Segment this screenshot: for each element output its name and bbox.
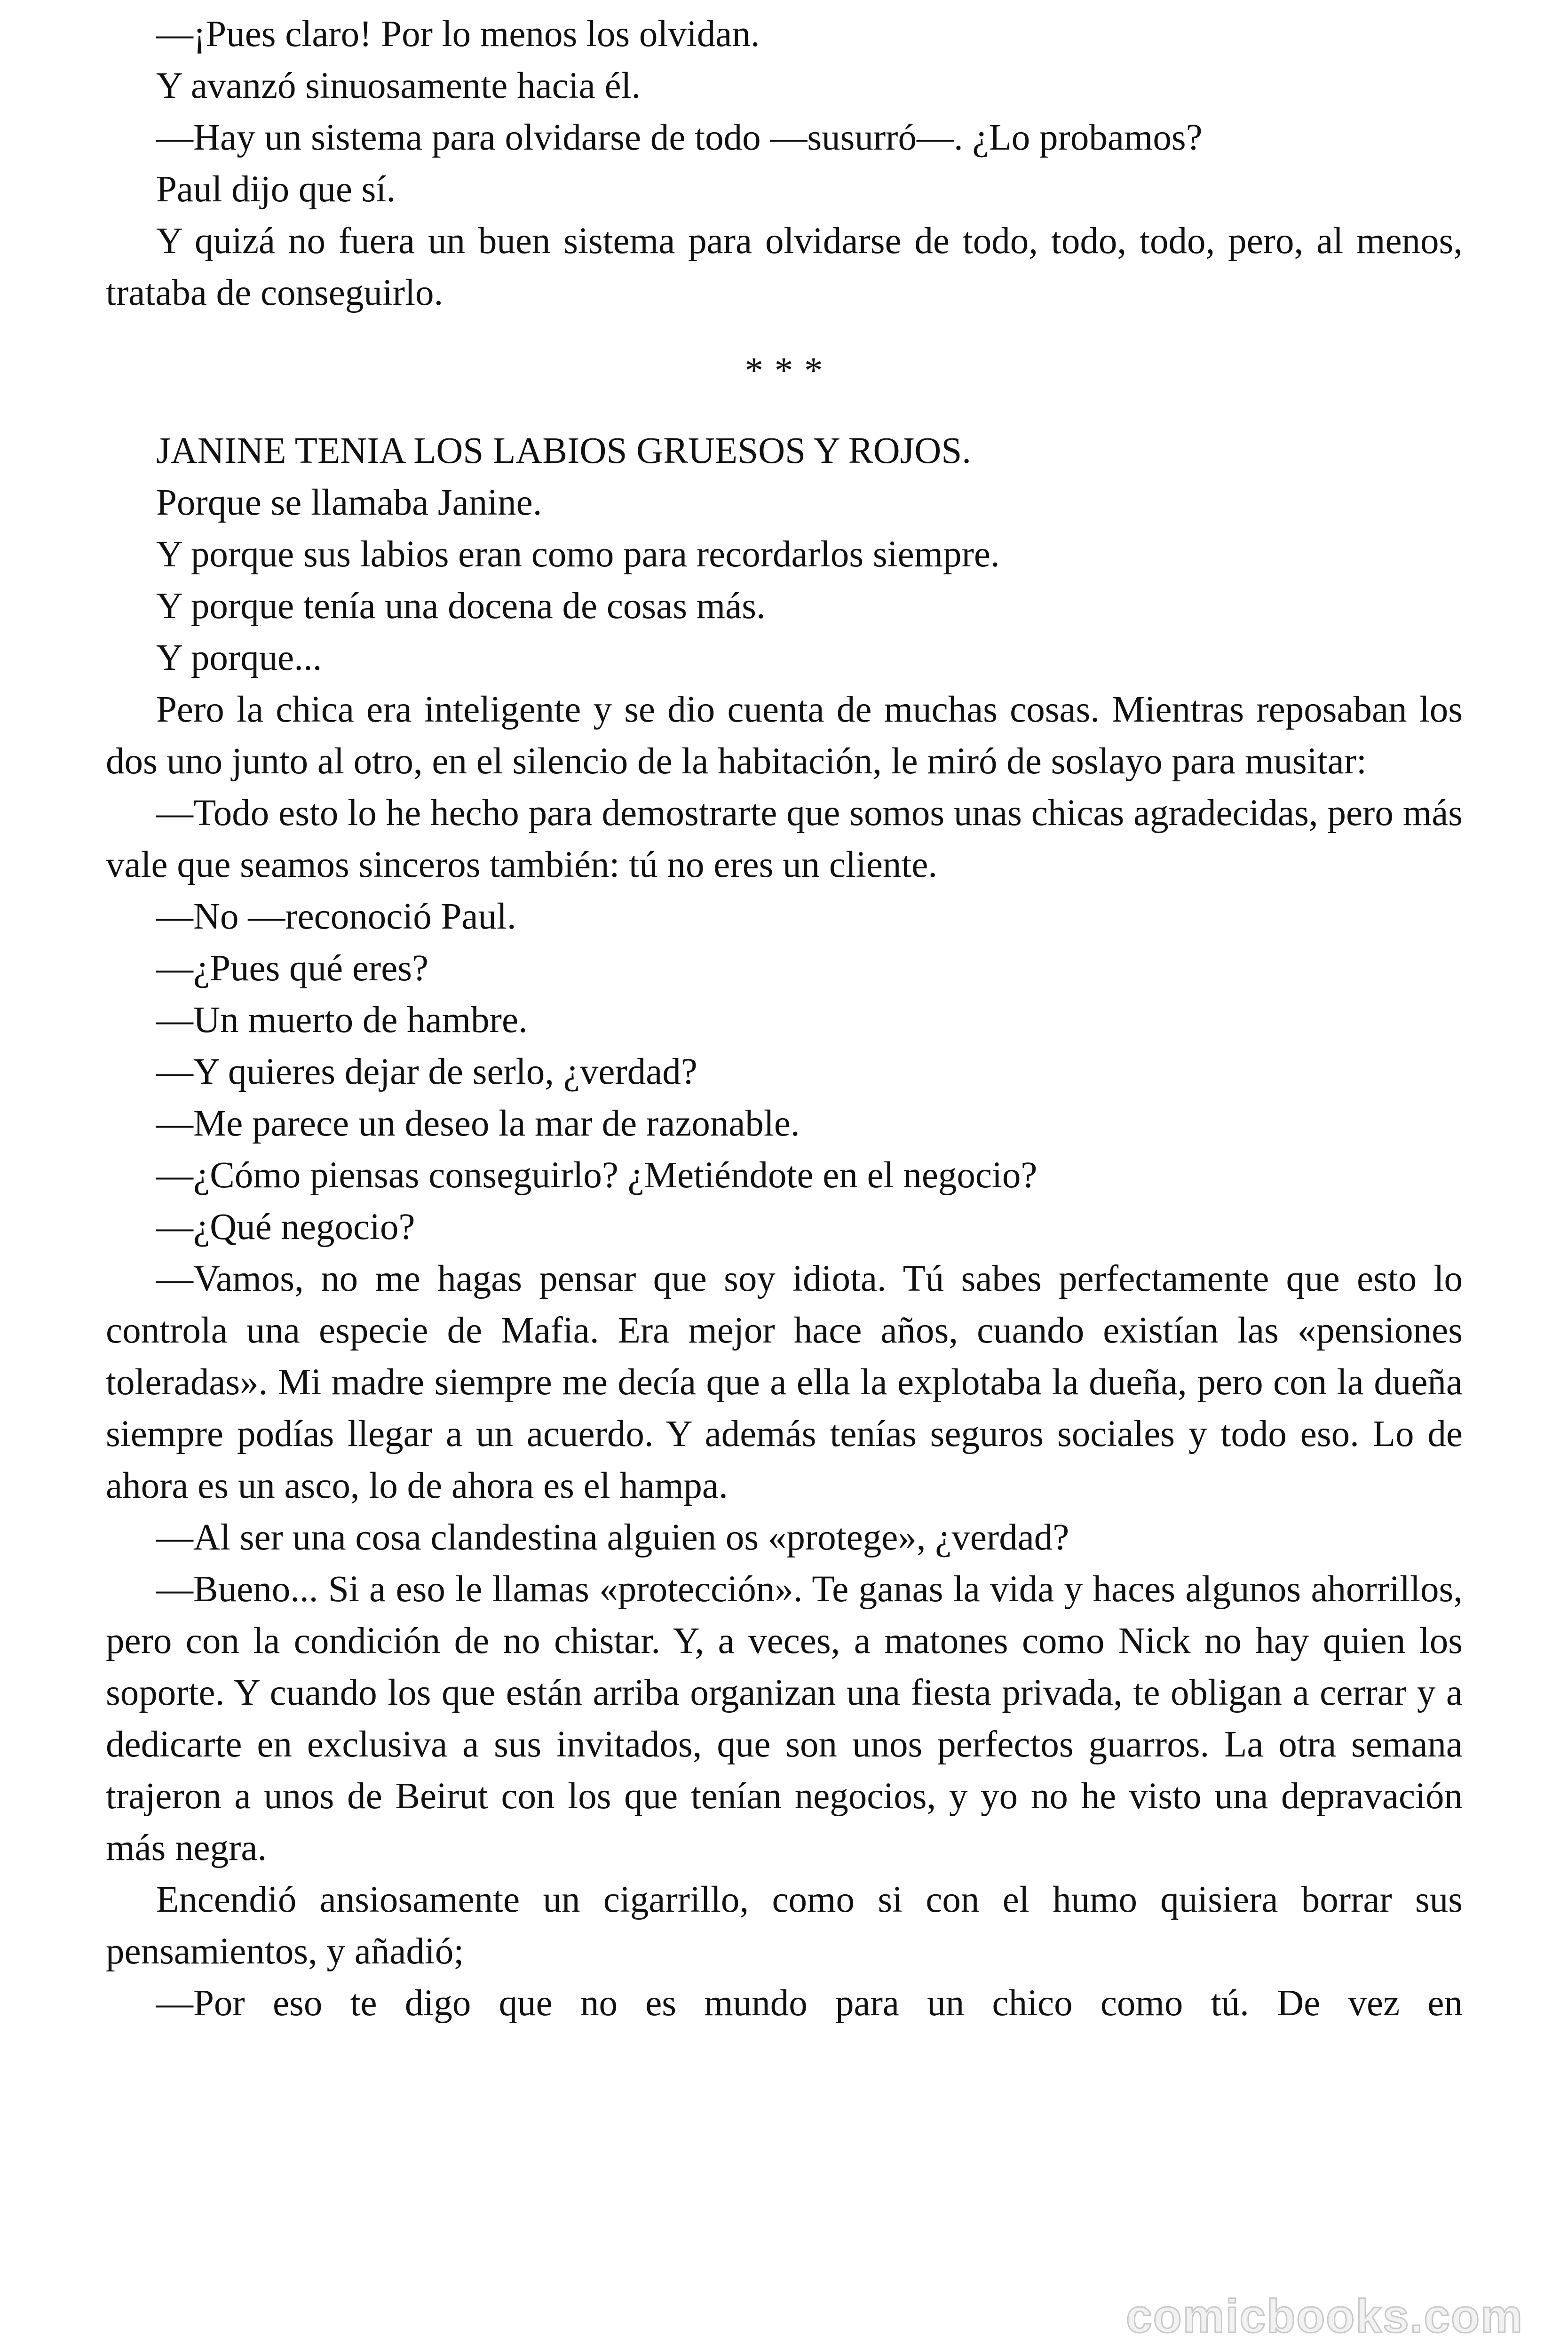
paragraph: —Me parece un deseo la mar de razonable. <box>156 1103 800 1144</box>
section-before-break <box>106 8 1463 319</box>
paragraph: Y porque tenía una docena de cosas más. <box>156 586 766 627</box>
paragraph: —Bueno... Si a eso le llamas «protección». Te ganas la vida y haces algunos ahorrillos, pero con la condición de no chistar. Y, a veces, a matones como Nick no hay quien los soporte. Y cuando los que están arriba organizan una fiesta privada, te obligan a cerrar y a dedicarte en exclusiva a sus invitados, que son unos perfectos guarros. La otra semana trajeron a unos de Beirut con los que tenían negocios, y yo no he visto una depravación más negra. <box>106 1569 1463 1868</box>
page-text <box>106 8 1463 2029</box>
watermark-logo: comicbooks.com <box>1126 2290 1523 2343</box>
paragraph: Paul dijo que sí. <box>156 169 396 210</box>
paragraph: —¿Qué negocio? <box>156 1207 415 1248</box>
paragraph: —Y quieres dejar de serlo, ¿verdad? <box>156 1051 697 1092</box>
paragraph: Porque se llamaba Janine. <box>156 482 542 523</box>
paragraph: —No —reconoció Paul. <box>156 896 516 937</box>
paragraph: —¿Pues qué eres? <box>156 948 429 989</box>
paragraph: —¡Pues claro! Por lo menos los olvidan. <box>156 14 760 55</box>
paragraph: Encendió ansiosamente un cigarrillo, como si con el humo quisiera borrar sus pensamientos, y añadió; <box>106 1879 1463 1972</box>
paragraph: —Un muerto de hambre. <box>156 1000 528 1041</box>
paragraph: —Hay un sistema para olvidarse de todo —susurró—. ¿Lo probamos? <box>156 117 1203 158</box>
chapter-opening-line: JANINE TENIA LOS LABIOS GRUESOS Y ROJOS. <box>156 430 972 471</box>
section-separator: * * * <box>744 350 824 391</box>
section-after-break <box>106 425 1463 2029</box>
paragraph: Y avanzó sinuosamente hacia él. <box>156 65 641 106</box>
paragraph: —Vamos, no me hagas pensar que soy idiota. Tú sabes perfectamente que esto lo controla una especie de Mafia. Era mejor hace años, cuando existían las «pensiones toleradas». Mi madre siempre me decía que a ella la explotaba la dueña, pero con la dueña siempre podías llegar a un acuerdo. Y además tenías seguros sociales y todo eso. Lo de ahora es un asco, lo de ahora es el hampa. <box>106 1258 1463 1506</box>
paragraph: Y porque... <box>156 637 322 678</box>
paragraph: Pero la chica era inteligente y se dio cuenta de muchas cosas. Mientras reposaban los dos uno junto al otro, en el silencio de la habitación, le miró de soslayo para musitar: <box>106 689 1463 782</box>
paragraph: —Todo esto lo he hecho para demostrarte que somos unas chicas agradecidas, pero más vale que seamos sinceros también: tú no eres un cliente. <box>106 793 1463 885</box>
paragraph: —Al ser una cosa clandestina alguien os «protege», ¿verdad? <box>156 1517 1069 1558</box>
paragraph-continued: —Por eso te digo que no es mundo para un chico como tú. De vez en <box>156 1983 1463 2024</box>
paragraph: Y porque sus labios eran como para recordarlos siempre. <box>156 534 1000 575</box>
paragraph: Y quizá no fuera un buen sistema para olvidarse de todo, todo, todo, pero, al menos, trataba de conseguirlo. <box>106 221 1463 313</box>
paragraph: —¿Cómo piensas conseguirlo? ¿Metiéndote en el negocio? <box>156 1155 1037 1196</box>
